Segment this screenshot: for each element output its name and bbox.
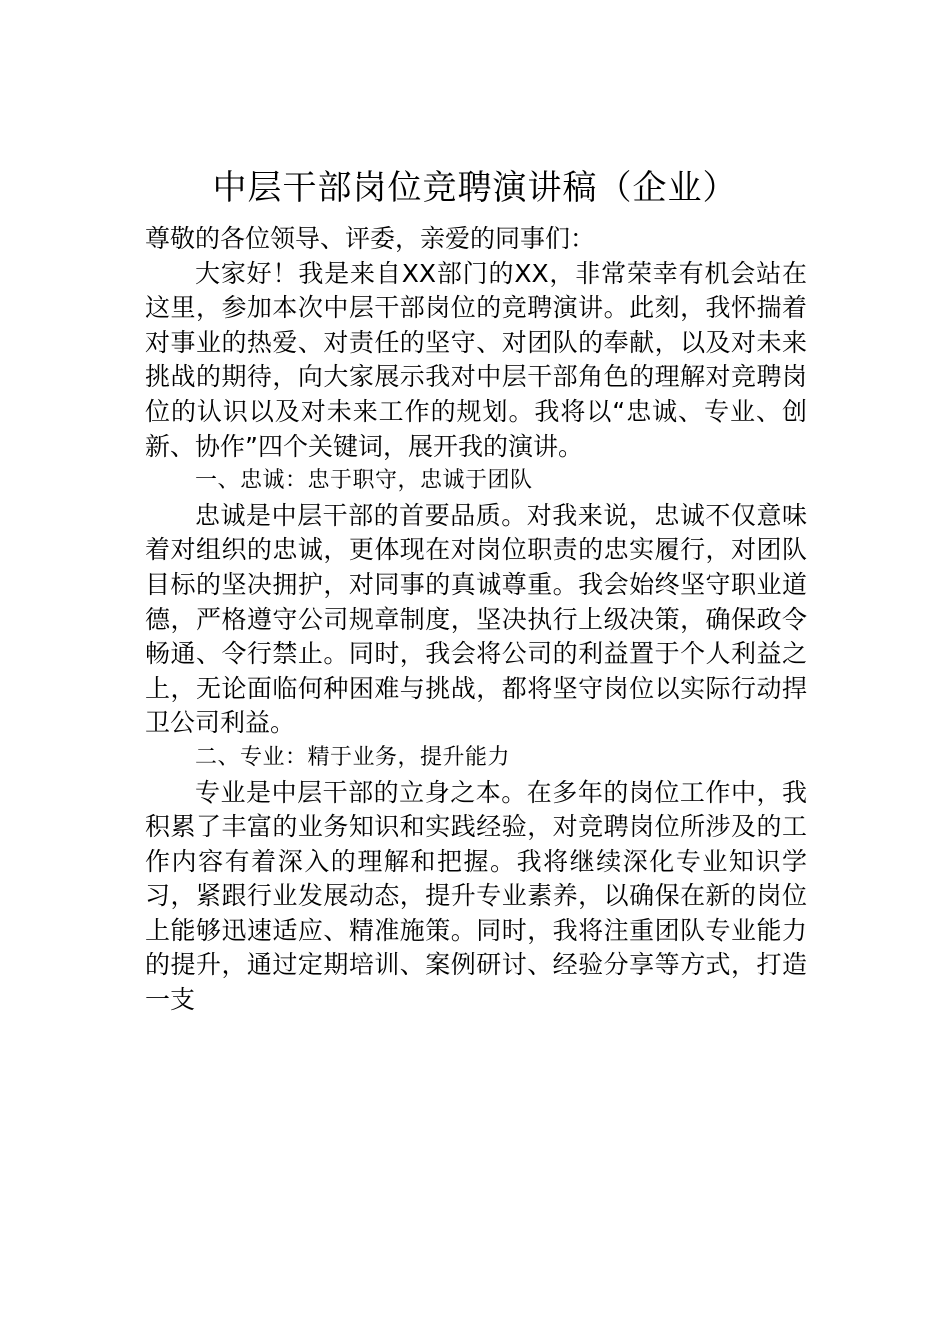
section-2-heading: 二、专业：精于业务，提升能力 bbox=[195, 744, 511, 770]
section-1-heading: 一、忠诚：忠于职守，忠诚于团队 bbox=[195, 468, 533, 494]
section-1-paragraph: 忠诚是中层干部的首要品质。对我来说，忠诚不仅意味着对组织的忠诚，更体现在对岗位职责的忠实履行，对团队目标的坚决拥护，对同事的真诚尊重。我会始终坚守职业道德，严格遵守公司规章制度，坚决执行上级决策，确保政令畅通、令行禁止。同时，我会将公司的利益置于个人利益之上，无论面临何种困难与挑战，都将坚守岗位以实际行动捍卫公司利益。 bbox=[145, 500, 807, 738]
document-title: 中层干部岗位竞聘演讲稿（企业） bbox=[212, 168, 738, 208]
section-2-paragraph: 专业是中层干部的立身之本。在多年的岗位工作中，我积累了丰富的业务知识和实践经验，对竞聘岗位所涉及的工作内容有着深入的理解和把握。我将继续深化专业知识学习，紧跟行业发展动态，提升专业素养，以确保在新的岗位上能够迅速适应、精准施策。同时，我将注重团队专业能力的提升，通过定期培训、案例研讨、经验分享等方式，打造一支 bbox=[145, 777, 807, 1015]
salutation: 尊敬的各位领导、评委，亲爱的同事们： bbox=[145, 224, 596, 253]
document-body bbox=[145, 222, 807, 1018]
intro-paragraph: 大家好！我是来自XX部门的XX，非常荣幸有机会站在这里，参加本次中层干部岗位的竞聘演讲。此刻，我怀揣着对事业的热爱、对责任的坚守、对团队的奉献，以及对未来挑战的期待，向大家展示我对中层干部角色的理解对竞聘岗位的认识以及对未来工作的规划。我将以“忠诚、专业、创新、协作”四个关键词，展开我的演讲。 bbox=[145, 258, 807, 461]
